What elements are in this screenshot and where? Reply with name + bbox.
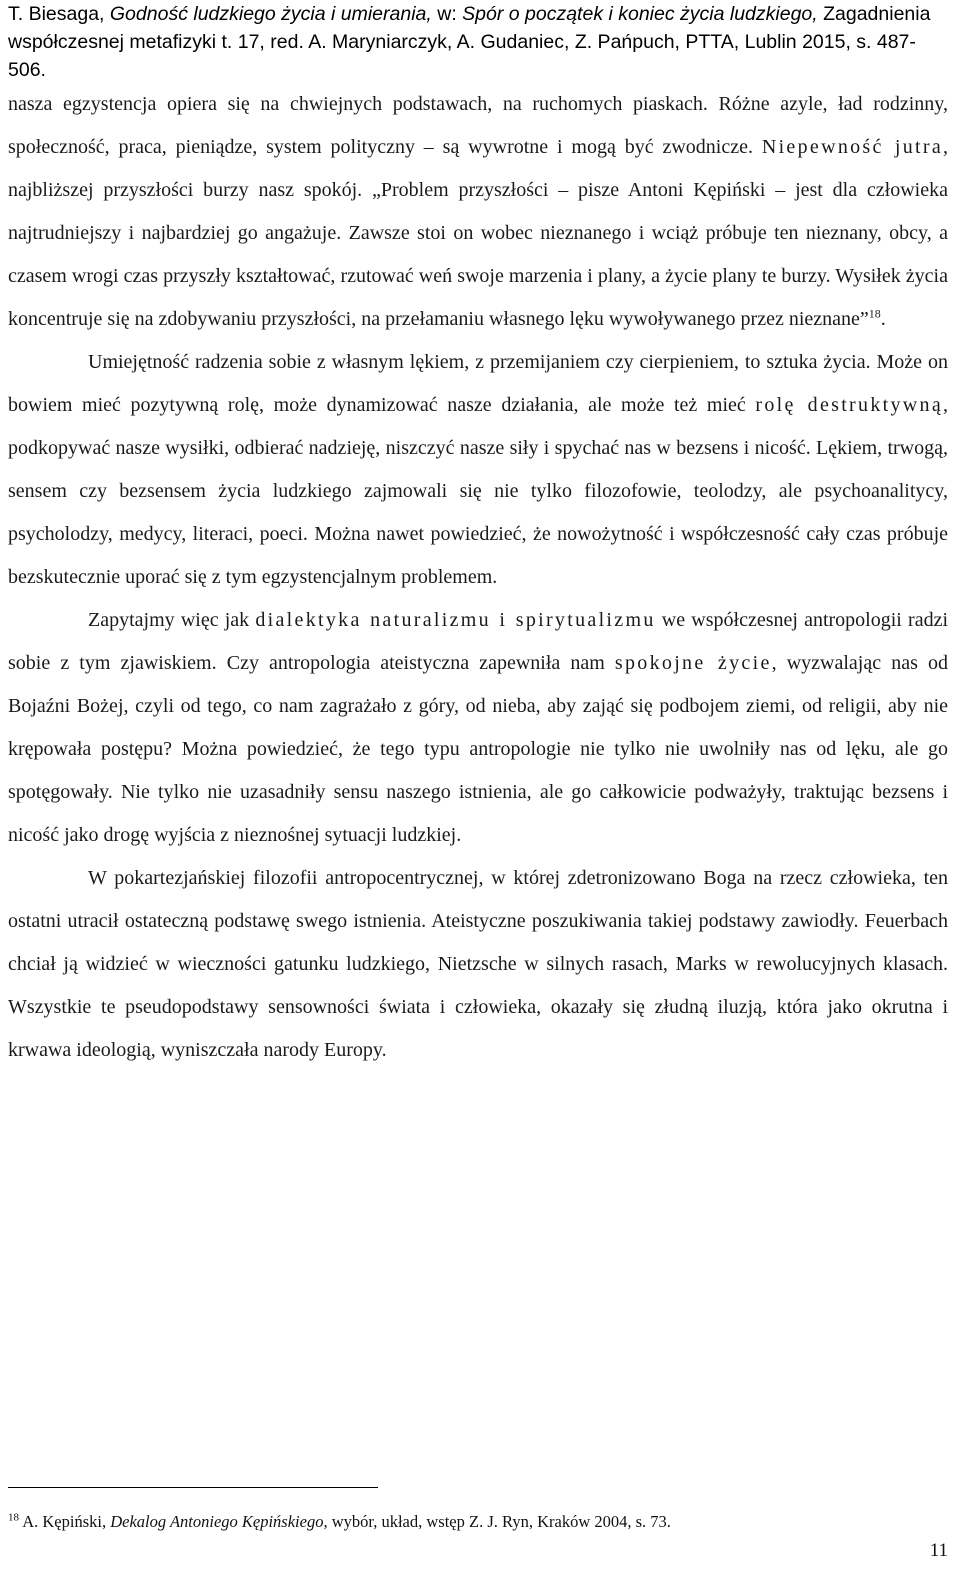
paragraph-3-text-c: we współczesnej antropologii radzi sobie z tym zjawiskiem. Czy antropologia ateistyczna zapewniła nam (8, 609, 948, 674)
paragraph-2 (8, 341, 948, 599)
page-number: 11 (929, 1540, 948, 1561)
paragraph-4-text: W pokartezjańskiej filozofii antropocentrycznej, w której zdetronizowano Boga na rzecz człowieka, ten ostatni utracił ostateczną podstawę swego istnienia. Ateistyczne poszukiwania takiej podstawy zawiodły. Feuerbach chciał ją widzieć w wieczności gatunku ludzkiego, Nietzsche w silnych rasach, Marks w rewolucyjnych klasach. Wszystkie te pseudopodstawy sensowności świata i człowieka, okazały się złudną iluzją, która jako okrutna i krwawa ideologią, wyniszczała narody Europy. (8, 867, 948, 1061)
paragraph-3-text-e: , wyzwalając nas od Bojaźni Bożej, czyli od tego, co nam zagrażało z góry, od nieba, aby zająć się podbojem ziemi, od religii, aby nie krępowała postępu? Można powiedzieć, że tego typu antropologie nie tylko nie uwolniły nas od lęku, ale go spotęgowały. Nie tylko nie uzasadniły sensu naszego istnienia, ale go całkowicie podważyły, traktując bezsens i nicość jako drogę wyjścia z nieznośnej sytuacji ludzkiej. (8, 652, 948, 846)
footnote-title: Dekalog Antoniego Kępińskiego (110, 1512, 324, 1531)
paragraph-1 (8, 83, 948, 341)
citation-header (8, 0, 952, 84)
citation-book: Spór o początek i koniec życia ludzkiego, (462, 3, 818, 25)
paragraph-3-text-a: Zapytajmy więc jak (88, 609, 256, 631)
citation-prefix: T. Biesaga, (8, 3, 110, 25)
main-text (8, 83, 948, 1072)
paragraph-2-text-a: Umiejętność radzenia sobie z własnym lękiem, z przemijaniem czy cierpieniem, to sztuka życia. Może on bowiem mieć pozytywną rolę, może dynamizować nasze działania, ale może też mieć (8, 351, 948, 416)
paragraph-2-spaced-emphasis: rolę destruktywną (755, 394, 943, 416)
footnote-reference[interactable]: 18 (868, 306, 881, 321)
paragraph-3 (8, 599, 948, 857)
paragraph-2-text-c: , podkopywać nasze wysiłki, odbierać nadzieję, niszczyć nasze siły i spychać nas w bezsens i nicość. Lękiem, trwogą, sensem czy bezsensem życia ludzkiego zajmowali się nie tylko filozofowie, teolodzy, ale psychoanalitycy, psycholodzy, medycy, literaci, poeci. Można nawet powiedzieć, że nowożytność i współczesność cały czas próbuje bezskutecznie uporać się z tym egzystencjalnym problemem. (8, 394, 948, 588)
footnote-author: A. Kępiński, (19, 1512, 111, 1531)
paragraph-3-spaced-emphasis-2: spokojne życie (614, 652, 772, 674)
paragraph-3-spaced-emphasis-1: dialektyka naturalizmu i spirytualizmu (255, 609, 656, 631)
paragraph-1-spaced-emphasis: Niepewność jutra (761, 136, 943, 158)
footnote-separator (8, 1487, 378, 1488)
citation-title: Godność ludzkiego życia i umierania, (109, 3, 432, 25)
citation-rest: Zagadnienia współczesnej metafizyki t. 17, red. A. Maryniarczyk, A. Gudaniec, Z. Pańpuch, PTTA, Lublin 2015, s. 487-506. (8, 3, 931, 81)
paragraph-1-text-a: nasza egzystencja opiera się na chwiejnych podstawach, na ruchomych piaskach. Różne azyle, ład rodzinny, społeczność, praca, pieniądze, system polityczny – są wywrotne i mogą być zwodnicze. (8, 93, 948, 158)
footnote (8, 1512, 952, 1532)
paragraph-1-text-d: . (880, 308, 886, 330)
footnote-number: 18 (8, 1511, 19, 1524)
footnote-rest: , wybór, układ, wstęp Z. J. Ryn, Kraków 2004, s. 73. (323, 1512, 671, 1531)
paragraph-4 (8, 857, 948, 1072)
citation-mid: w: (431, 3, 463, 25)
paragraph-1-text-c: , najbliższej przyszłości burzy nasz spokój. „Problem przyszłości – pisze Antoni Kępiński – jest dla człowieka najtrudniejszy i najbardziej go angażuje. Zawsze stoi on wobec nieznanego i wciąż próbuje ten nieznany, obcy, a czasem wrogi czas przyszły kształtować, rzutować weń swoje marzenia i plany, a życie plany te burzy. Wysiłek życia koncentruje się na zdobywaniu przyszłości, na przełamaniu własnego lęku wywoływanego przez nieznane” (8, 136, 948, 330)
